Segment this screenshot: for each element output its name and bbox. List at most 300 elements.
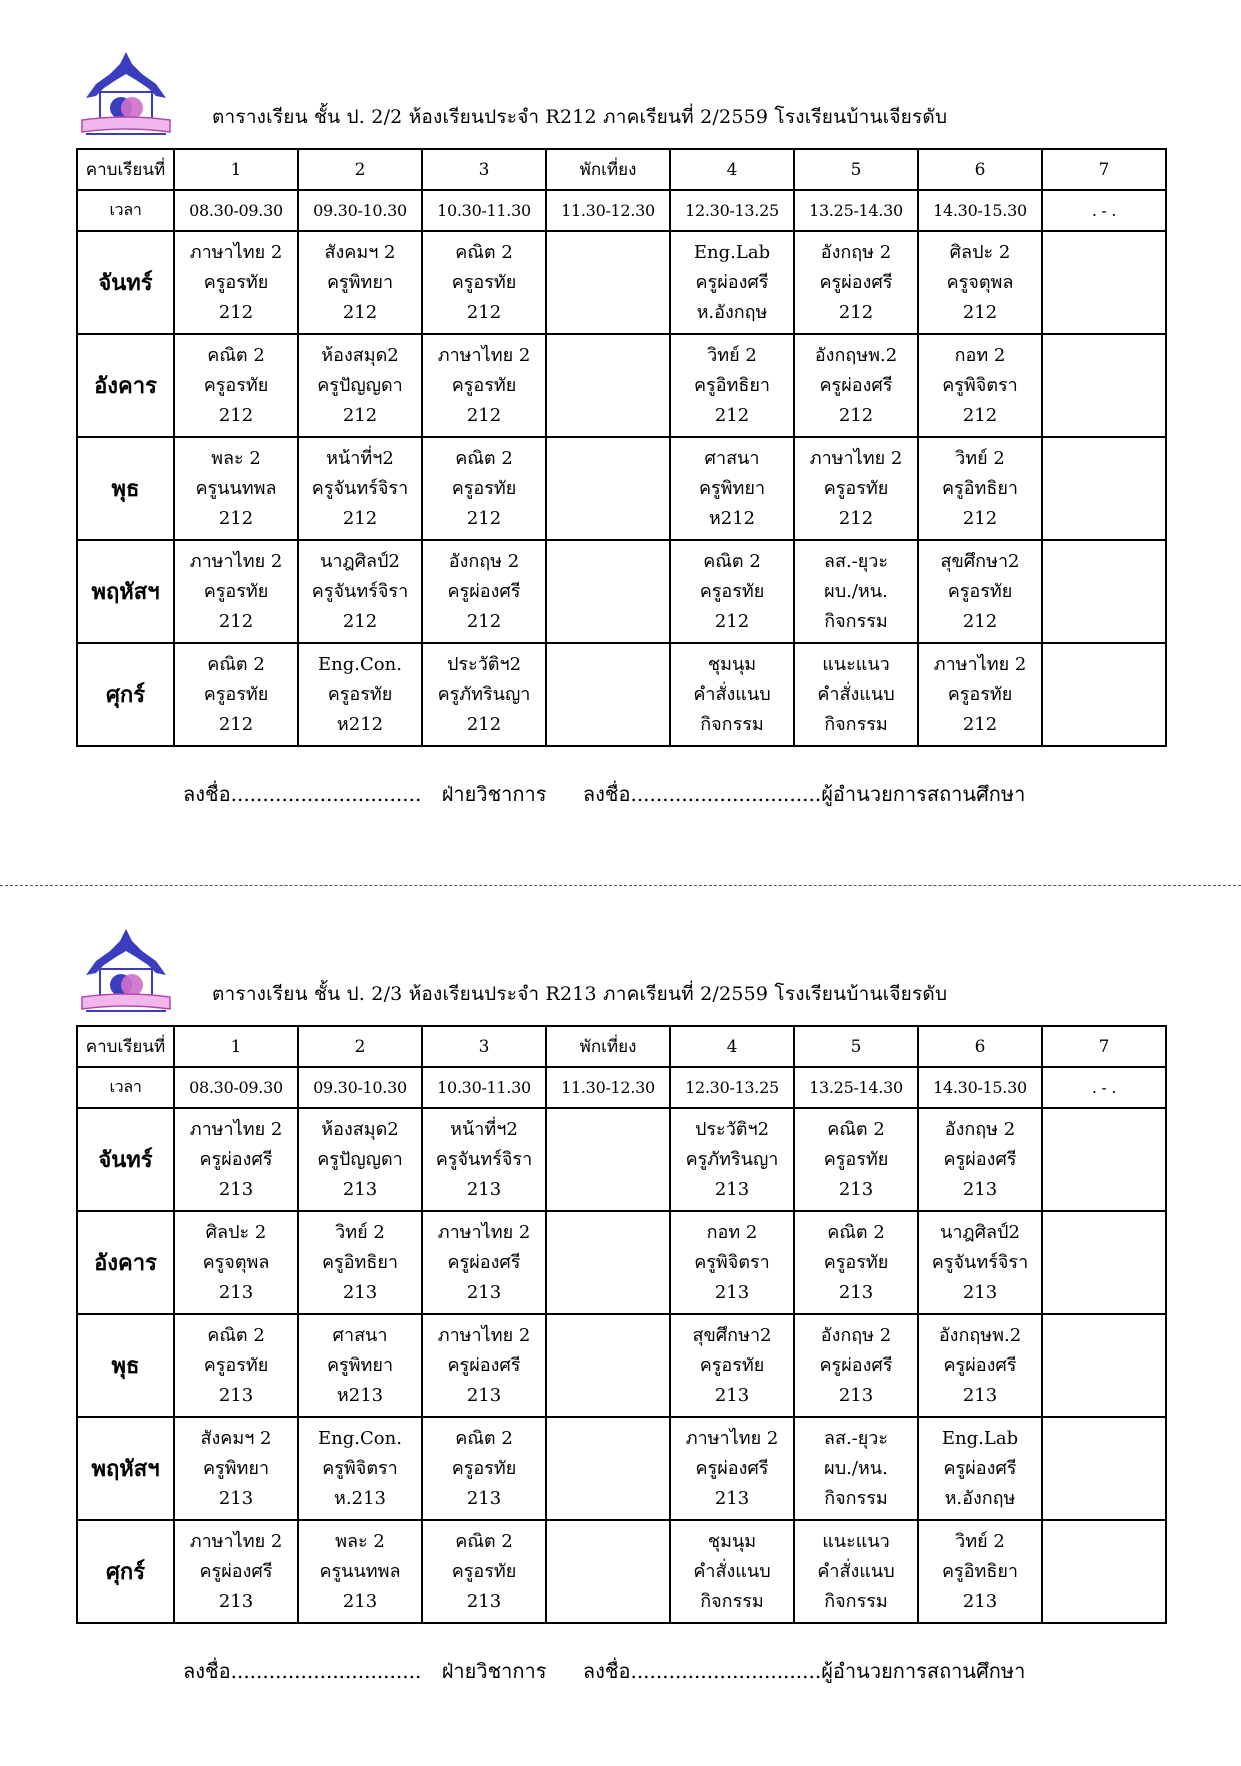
room-text: 212 [962,610,998,632]
time-slot: 08.30-09.30 [174,190,298,231]
teacher-text: ครูพิจิตรา [942,374,1018,396]
subject-text: คณิต 2 [827,1118,885,1140]
class-cell [174,1520,298,1623]
teacher-text: ครูอรทัย [203,1354,269,1376]
teacher-text: ครูจตุพล [202,1251,270,1273]
class-cell [174,643,298,746]
class-cell [670,643,794,746]
class-cell [918,334,1042,437]
class-cell [174,1108,298,1211]
timetable [76,1025,1167,1624]
room-text: 212 [838,507,874,529]
empty-cell [546,1108,670,1211]
empty-cell [546,1314,670,1417]
room-text: 213 [714,1178,750,1200]
teacher-text: ครูผ่องศรี [695,271,769,293]
class-cell [918,437,1042,540]
class-cell [422,1108,546,1211]
room-text: 212 [342,610,378,632]
empty-cell [546,1520,670,1623]
period-number: 5 [794,149,918,190]
room-text: 213 [962,1384,998,1406]
teacher-text: ครูผ่องศรี [447,580,521,602]
room-text: 213 [714,1281,750,1303]
period-label: คาบเรียนที่ [77,1026,174,1067]
room-text: 212 [342,507,378,529]
subject-text: ลส.-ยุวะ [823,550,889,572]
room-text: 213 [466,1590,502,1612]
room-text: 212 [466,507,502,529]
room-text: 212 [218,301,254,323]
teacher-text: คำสั่งแนบ [817,1560,895,1582]
empty-cell [1042,437,1166,540]
time-slot: 10.30-11.30 [422,190,546,231]
empty-cell [1042,1211,1166,1314]
teacher-text: ครูจันทร์จิรา [931,1251,1029,1273]
day-row [77,1211,1166,1314]
room-text: ห213 [336,1384,384,1406]
teacher-text: ครูพิจิตรา [322,1457,398,1479]
class-cell [174,1417,298,1520]
class-cell [422,231,546,334]
room-text: 213 [218,1384,254,1406]
subject-text: ศิลปะ 2 [949,241,1011,263]
empty-cell [1042,643,1166,746]
class-cell [670,231,794,334]
subject-text: อังกฤษ 2 [820,241,892,263]
room-text: 212 [962,713,998,735]
teacher-text: ครูอรทัย [451,1560,517,1582]
class-cell [794,437,918,540]
room-text: 213 [218,1487,254,1509]
teacher-text: ครูผ่องศรี [819,374,893,396]
teacher-text: ผบ./หน. [824,1457,888,1479]
teacher-text: ครูผ่องศรี [447,1251,521,1273]
room-text: 212 [218,713,254,735]
day-row [77,1108,1166,1211]
class-cell [298,1417,422,1520]
time-slot: 12.30-13.25 [670,190,794,231]
class-cell [918,231,1042,334]
room-text: 212 [962,301,998,323]
subject-text: พละ 2 [335,1530,385,1552]
teacher-text: ครูปัญญดา [317,374,403,396]
subject-text: คณิต 2 [207,1324,265,1346]
subject-text: วิทย์ 2 [335,1221,385,1243]
school-logo [76,48,176,146]
class-cell [794,231,918,334]
class-cell [918,643,1042,746]
day-name: จันทร์ [77,231,174,334]
subject-text: คณิต 2 [207,653,265,675]
room-text: 212 [962,507,998,529]
empty-cell [1042,1108,1166,1211]
teacher-text: ครูนนทพล [195,477,277,499]
teacher-text: ครูอิทธิยา [941,1560,1019,1582]
room-text: ห.อังกฤษ [944,1487,1016,1509]
teacher-text: ครูอรทัย [327,683,393,705]
teacher-text: ครูอรทัย [451,1457,517,1479]
room-text: 212 [714,610,750,632]
teacher-text: ครูอรทัย [823,477,889,499]
subject-text: ภาษาไทย 2 [437,344,531,366]
time-slot: 14.30-15.30 [918,190,1042,231]
period-number: 6 [918,149,1042,190]
class-cell [174,231,298,334]
teacher-text: ครูผ่องศรี [447,1354,521,1376]
class-cell [918,1211,1042,1314]
period-header-row [77,149,1166,190]
day-name: พฤหัสฯ [77,540,174,643]
teacher-text: ครูอิทธิยา [941,477,1019,499]
subject-text: คณิต 2 [455,447,513,469]
room-text: 213 [342,1590,378,1612]
teacher-text: ครูพิทยา [326,1354,394,1376]
subject-text: สังคมฯ 2 [324,241,396,263]
room-text: 212 [218,404,254,426]
subject-text: ประวัติฯ2 [446,653,522,675]
signature-academic-role: ฝ่ายวิชาการ [441,1659,547,1683]
teacher-text: ครูจตุพล [946,271,1014,293]
teacher-text: คำสั่งแนบ [693,1560,771,1582]
subject-text: พละ 2 [211,447,261,469]
teacher-text: ครูอิทธิยา [321,1251,399,1273]
room-text: 212 [342,301,378,323]
room-text: กิจกรรม [824,610,888,632]
room-text: 213 [714,1487,750,1509]
teacher-text: คำสั่งแนบ [693,683,771,705]
empty-cell [546,437,670,540]
teacher-text: ครูอรทัย [203,271,269,293]
class-cell [422,1520,546,1623]
class-cell [794,1520,918,1623]
period-number: พักเที่ยง [546,149,670,190]
subject-text: คณิต 2 [455,1427,513,1449]
subject-text: Eng.Lab [941,1427,1019,1449]
class-cell [422,1417,546,1520]
subject-text: ศาสนา [332,1324,388,1346]
class-cell [670,1211,794,1314]
period-number: 4 [670,149,794,190]
room-text: 212 [466,610,502,632]
time-slot: 11.30-12.30 [546,1067,670,1108]
room-text: ห212 [708,507,756,529]
period-label: คาบเรียนที่ [77,149,174,190]
period-number: 2 [298,149,422,190]
class-cell [298,540,422,643]
class-cell [298,231,422,334]
empty-cell [1042,1520,1166,1623]
period-header-row [77,1026,1166,1067]
teacher-text: ครูผ่องศรี [199,1148,273,1170]
class-cell [918,1314,1042,1417]
room-text: 212 [218,507,254,529]
empty-cell [546,643,670,746]
subject-text: นาฎศิลป์2 [940,1221,1020,1243]
subject-text: ภาษาไทย 2 [809,447,903,469]
class-cell [174,540,298,643]
day-name: อังคาร [77,334,174,437]
teacher-text: ครูอรทัย [699,580,765,602]
subject-text: คณิต 2 [455,1530,513,1552]
class-cell [298,1520,422,1623]
time-slot: 11.30-12.30 [546,190,670,231]
day-row [77,334,1166,437]
time-slot: 10.30-11.30 [422,1067,546,1108]
room-text: 213 [962,1178,998,1200]
class-cell [298,1211,422,1314]
subject-text: ห้องสมุด2 [321,344,399,366]
teacher-text: ครูผ่องศรี [943,1354,1017,1376]
teacher-text: ครูจันทร์จิรา [435,1148,533,1170]
subject-text: วิทย์ 2 [955,447,1005,469]
period-number: 2 [298,1026,422,1067]
class-cell [918,1417,1042,1520]
time-row [77,190,1166,231]
room-text: กิจกรรม [824,1590,888,1612]
teacher-text: ครูผ่องศรี [943,1457,1017,1479]
time-slot: 14.30-15.30 [918,1067,1042,1108]
class-cell [670,1314,794,1417]
class-cell [422,1314,546,1417]
subject-text: คณิต 2 [455,241,513,263]
subject-text: ภาษาไทย 2 [437,1324,531,1346]
class-cell [794,1314,918,1417]
class-cell [298,643,422,746]
subject-text: แนะแนว [822,1530,890,1552]
room-text: 212 [218,610,254,632]
class-cell [174,1211,298,1314]
room-text: 213 [466,1281,502,1303]
time-slot: 13.25-14.30 [794,190,918,231]
teacher-text: ครูผ่องศรี [819,1354,893,1376]
time-slot: . - . [1042,190,1166,231]
subject-text: อังกฤษพ.2 [938,1324,1022,1346]
subject-text: สุขศึกษา2 [940,550,1020,572]
signature-academic: ลงชื่อ.............................. [183,1659,422,1683]
period-number: 5 [794,1026,918,1067]
room-text: ห212 [336,713,384,735]
period-number: 3 [422,1026,546,1067]
teacher-text: ครูอรทัย [451,477,517,499]
signature-academic: ลงชื่อ.............................. [183,782,422,806]
room-text: 213 [342,1281,378,1303]
empty-cell [546,231,670,334]
empty-cell [546,1211,670,1314]
subject-text: ประวัติฯ2 [694,1118,770,1140]
class-cell [422,334,546,437]
subject-text: ศิลปะ 2 [205,1221,267,1243]
room-text: 213 [466,1487,502,1509]
room-text: 212 [714,404,750,426]
room-text: 213 [218,1281,254,1303]
room-text: 212 [838,404,874,426]
subject-text: ภาษาไทย 2 [685,1427,779,1449]
empty-cell [1042,1314,1166,1417]
subject-text: ชุมนุม [707,653,757,675]
school-logo [76,925,176,1023]
subject-text: อังกฤษ 2 [944,1118,1016,1140]
day-name: จันทร์ [77,1108,174,1211]
subject-text: กอท 2 [954,344,1006,366]
subject-text: ภาษาไทย 2 [189,241,283,263]
class-cell [174,437,298,540]
day-name: ศุกร์ [77,643,174,746]
subject-text: วิทย์ 2 [955,1530,1005,1552]
teacher-text: ครูภัทรินญา [437,683,531,705]
teacher-text: ครูอรทัย [947,683,1013,705]
empty-cell [546,540,670,643]
room-text: 212 [466,713,502,735]
empty-cell [1042,334,1166,437]
time-label: เวลา [77,1067,174,1108]
class-cell [918,1520,1042,1623]
class-cell [794,540,918,643]
teacher-text: ครูผ่องศรี [819,271,893,293]
room-text: กิจกรรม [700,1590,764,1612]
subject-text: คณิต 2 [207,344,265,366]
class-cell [174,1314,298,1417]
teacher-text: ครูอรทัย [823,1251,889,1273]
room-text: ห.213 [334,1487,386,1509]
class-cell [298,437,422,540]
teacher-text: ครูอรทัย [823,1148,889,1170]
teacher-text: ครูพิทยา [698,477,766,499]
class-cell [670,437,794,540]
subject-text: อังกฤษ 2 [448,550,520,572]
empty-cell [1042,540,1166,643]
day-row [77,1314,1166,1417]
class-cell [422,1211,546,1314]
empty-cell [546,334,670,437]
class-cell [670,1520,794,1623]
signature-line [183,1655,1025,1687]
subject-text: อังกฤษพ.2 [814,344,898,366]
room-text: 212 [962,404,998,426]
room-text: กิจกรรม [824,713,888,735]
teacher-text: ครูพิทยา [326,271,394,293]
timetable [76,148,1167,747]
subject-text: Eng.Con. [318,653,402,675]
signature-director-role: ผู้อำนวยการสถานศึกษา [821,1659,1026,1683]
room-text: 213 [466,1384,502,1406]
subject-text: คณิต 2 [703,550,761,572]
room-text: กิจกรรม [700,713,764,735]
subject-text: กอท 2 [706,1221,758,1243]
time-slot: 13.25-14.30 [794,1067,918,1108]
subject-text: ห้องสมุด2 [321,1118,399,1140]
period-number: 1 [174,1026,298,1067]
subject-text: หน้าที่ฯ2 [326,447,394,469]
schedule-title: ตารางเรียน ชั้น ป. 2/3 ห้องเรียนประจำ R213 ภาคเรียนที่ 2/2559 โรงเรียนบ้านเจียรดับ [212,983,948,1005]
teacher-text: ครูปัญญดา [317,1148,403,1170]
teacher-text: ครูอรทัย [451,271,517,293]
period-number: 7 [1042,149,1166,190]
class-cell [794,643,918,746]
class-cell [670,334,794,437]
teacher-text: ครูจันทร์จิรา [311,477,409,499]
room-text: 213 [218,1178,254,1200]
subject-text: ศาสนา [704,447,760,469]
class-cell [670,540,794,643]
subject-text: คณิต 2 [827,1221,885,1243]
teacher-text: ครูอรทัย [947,580,1013,602]
class-cell [918,540,1042,643]
room-text: 213 [218,1590,254,1612]
teacher-text: ครูอรทัย [451,374,517,396]
room-text: 213 [838,1384,874,1406]
signature-academic-role: ฝ่ายวิชาการ [441,782,547,806]
teacher-text: ครูอรทัย [203,683,269,705]
class-cell [298,1314,422,1417]
subject-text: วิทย์ 2 [707,344,757,366]
day-name: ศุกร์ [77,1520,174,1623]
day-name: พุธ [77,1314,174,1417]
period-number: 3 [422,149,546,190]
room-text: 213 [838,1281,874,1303]
day-row [77,540,1166,643]
teacher-text: ครูอรทัย [203,580,269,602]
period-number: 7 [1042,1026,1166,1067]
class-cell [670,1417,794,1520]
teacher-text: ครูจันทร์จิรา [311,580,409,602]
teacher-text: ครูพิจิตรา [694,1251,770,1273]
empty-cell [1042,231,1166,334]
room-text: 213 [962,1590,998,1612]
class-cell [794,334,918,437]
empty-cell [1042,1417,1166,1520]
schedule-title: ตารางเรียน ชั้น ป. 2/2 ห้องเรียนประจำ R212 ภาคเรียนที่ 2/2559 โรงเรียนบ้านเจียรดับ [212,106,948,128]
class-cell [794,1211,918,1314]
time-label: เวลา [77,190,174,231]
room-text: 213 [342,1178,378,1200]
subject-text: หน้าที่ฯ2 [450,1118,518,1140]
period-number: 6 [918,1026,1042,1067]
signature-line [183,778,1025,810]
period-number: พักเที่ยง [546,1026,670,1067]
day-row [77,1417,1166,1520]
time-slot: 09.30-10.30 [298,190,422,231]
time-slot: . - . [1042,1067,1166,1108]
signature-director-role: ผู้อำนวยการสถานศึกษา [821,782,1026,806]
teacher-text: ครูพิทยา [202,1457,270,1479]
room-text: 213 [838,1178,874,1200]
room-text: 213 [466,1178,502,1200]
subject-text: ภาษาไทย 2 [933,653,1027,675]
class-cell [794,1417,918,1520]
day-row [77,643,1166,746]
period-number: 1 [174,149,298,190]
time-slot: 09.30-10.30 [298,1067,422,1108]
day-row [77,1520,1166,1623]
room-text: 212 [466,404,502,426]
class-cell [918,1108,1042,1211]
class-cell [422,540,546,643]
day-row [77,231,1166,334]
subject-text: Eng.Lab [693,241,771,263]
subject-text: แนะแนว [822,653,890,675]
subject-text: นาฎศิลป์2 [320,550,400,572]
subject-text: อังกฤษ 2 [820,1324,892,1346]
teacher-text: ครูอิทธิยา [693,374,771,396]
signature-director: ลงชื่อ.............................. [582,1659,822,1683]
room-text: 212 [342,404,378,426]
class-cell [422,437,546,540]
room-text: 213 [714,1384,750,1406]
time-slot: 12.30-13.25 [670,1067,794,1108]
room-text: 212 [838,301,874,323]
room-text: กิจกรรม [824,1487,888,1509]
